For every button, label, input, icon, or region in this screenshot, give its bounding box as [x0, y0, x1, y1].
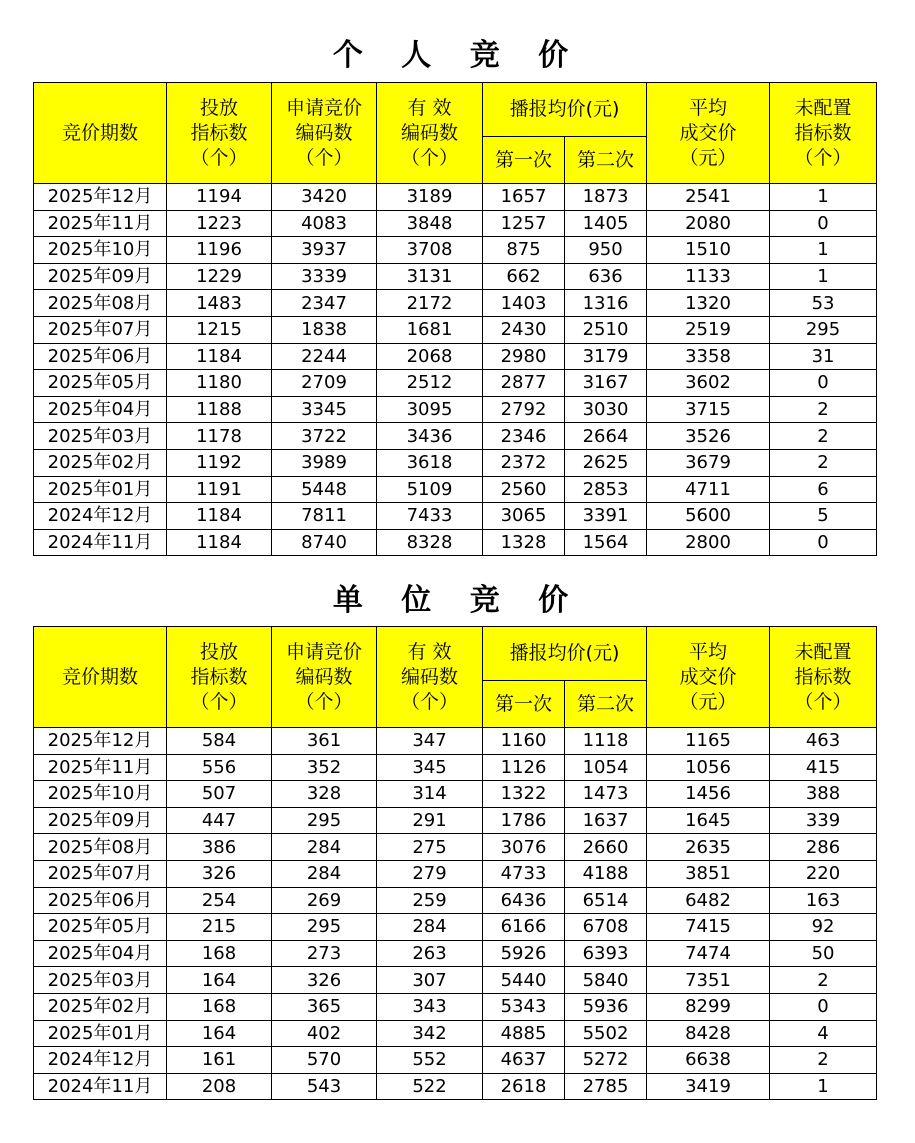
cell-first-price: 1786 — [483, 807, 565, 834]
cell-avg-price: 8299 — [647, 993, 770, 1020]
cell-unallocated: 339 — [770, 807, 877, 834]
header-unallocated: 未配置 指标数 （个） — [770, 83, 877, 184]
cell-second-price: 2785 — [565, 1073, 647, 1100]
table-row — [34, 728, 877, 755]
table-row — [34, 184, 877, 211]
table-row — [34, 834, 877, 861]
cell-quota: 326 — [167, 860, 272, 887]
cell-first-price: 2560 — [483, 476, 565, 503]
table-row — [34, 940, 877, 967]
cell-valid: 7433 — [377, 503, 483, 530]
cell-avg-price: 2541 — [647, 184, 770, 211]
cell-period: 2025年06月 — [34, 887, 167, 914]
cell-applied: 7811 — [272, 503, 377, 530]
cell-quota: 168 — [167, 940, 272, 967]
cell-quota: 208 — [167, 1073, 272, 1100]
cell-quota: 164 — [167, 1020, 272, 1047]
cell-second-price: 5936 — [565, 993, 647, 1020]
cell-second-price: 2664 — [565, 423, 647, 450]
cell-valid: 1681 — [377, 316, 483, 343]
cell-quota: 1184 — [167, 343, 272, 370]
cell-first-price: 2346 — [483, 423, 565, 450]
cell-period: 2025年04月 — [34, 396, 167, 423]
cell-first-price: 2618 — [483, 1073, 565, 1100]
cell-applied: 3339 — [272, 263, 377, 290]
cell-quota: 254 — [167, 887, 272, 914]
cell-first-price: 1257 — [483, 210, 565, 237]
cell-valid: 522 — [377, 1073, 483, 1100]
cell-unallocated: 2 — [770, 967, 877, 994]
cell-valid: 3095 — [377, 396, 483, 423]
cell-applied: 5448 — [272, 476, 377, 503]
cell-applied: 284 — [272, 860, 377, 887]
header-period: 竞价期数 — [34, 83, 167, 184]
cell-avg-price: 6482 — [647, 887, 770, 914]
cell-applied: 402 — [272, 1020, 377, 1047]
cell-first-price: 3076 — [483, 834, 565, 861]
cell-first-price: 1657 — [483, 184, 565, 211]
cell-valid: 275 — [377, 834, 483, 861]
cell-first-price: 662 — [483, 263, 565, 290]
cell-avg-price: 1456 — [647, 781, 770, 808]
cell-valid: 314 — [377, 781, 483, 808]
cell-avg-price: 7415 — [647, 914, 770, 941]
cell-first-price: 5343 — [483, 993, 565, 1020]
cell-first-price: 4733 — [483, 860, 565, 887]
cell-quota: 1184 — [167, 529, 272, 556]
cell-unallocated: 163 — [770, 887, 877, 914]
cell-period: 2025年10月 — [34, 781, 167, 808]
cell-valid: 3618 — [377, 449, 483, 476]
individual-table-body — [34, 184, 877, 556]
cell-period: 2025年09月 — [34, 807, 167, 834]
table-row — [34, 449, 877, 476]
header-period: 竞价期数 — [34, 627, 167, 728]
cell-valid: 3848 — [377, 210, 483, 237]
header-unallocated: 未配置 指标数 （个） — [770, 627, 877, 728]
cell-first-price: 4885 — [483, 1020, 565, 1047]
cell-applied: 273 — [272, 940, 377, 967]
table-row — [34, 807, 877, 834]
header-valid: 有 效 编码数 （个） — [377, 83, 483, 184]
cell-period: 2025年07月 — [34, 316, 167, 343]
cell-avg-price: 1645 — [647, 807, 770, 834]
table-row — [34, 993, 877, 1020]
cell-period: 2025年07月 — [34, 860, 167, 887]
table-row — [34, 967, 877, 994]
cell-valid: 291 — [377, 807, 483, 834]
cell-first-price: 1322 — [483, 781, 565, 808]
cell-applied: 570 — [272, 1047, 377, 1074]
cell-valid: 343 — [377, 993, 483, 1020]
cell-valid: 3131 — [377, 263, 483, 290]
individual-bidding-title: 个 人 竞 价 — [332, 38, 583, 73]
cell-period: 2024年11月 — [34, 1073, 167, 1100]
cell-second-price: 6708 — [565, 914, 647, 941]
cell-unallocated: 1 — [770, 263, 877, 290]
cell-quota: 447 — [167, 807, 272, 834]
cell-avg-price: 3419 — [647, 1073, 770, 1100]
cell-valid: 259 — [377, 887, 483, 914]
table-row — [34, 290, 877, 317]
table-row — [34, 396, 877, 423]
cell-first-price: 1403 — [483, 290, 565, 317]
table-row — [34, 529, 877, 556]
cell-quota: 1229 — [167, 263, 272, 290]
cell-applied: 326 — [272, 967, 377, 994]
cell-first-price: 2980 — [483, 343, 565, 370]
cell-applied: 543 — [272, 1073, 377, 1100]
table-row — [34, 860, 877, 887]
cell-first-price: 3065 — [483, 503, 565, 530]
cell-avg-price: 1320 — [647, 290, 770, 317]
cell-first-price: 5926 — [483, 940, 565, 967]
cell-period: 2024年12月 — [34, 503, 167, 530]
cell-quota: 215 — [167, 914, 272, 941]
cell-valid: 347 — [377, 728, 483, 755]
cell-applied: 365 — [272, 993, 377, 1020]
company-table-body — [34, 728, 877, 1100]
table-row — [34, 370, 877, 397]
cell-unallocated: 4 — [770, 1020, 877, 1047]
cell-avg-price: 3715 — [647, 396, 770, 423]
cell-period: 2025年04月 — [34, 940, 167, 967]
cell-avg-price: 3602 — [647, 370, 770, 397]
cell-quota: 1196 — [167, 237, 272, 264]
cell-period: 2025年03月 — [34, 423, 167, 450]
cell-avg-price: 7351 — [647, 967, 770, 994]
cell-first-price: 1126 — [483, 754, 565, 781]
table-row — [34, 263, 877, 290]
cell-second-price: 2510 — [565, 316, 647, 343]
cell-period: 2025年03月 — [34, 967, 167, 994]
cell-avg-price: 1165 — [647, 728, 770, 755]
cell-avg-price: 3851 — [647, 860, 770, 887]
cell-period: 2025年08月 — [34, 290, 167, 317]
cell-unallocated: 31 — [770, 343, 877, 370]
cell-second-price: 3030 — [565, 396, 647, 423]
cell-period: 2024年12月 — [34, 1047, 167, 1074]
cell-unallocated: 2 — [770, 449, 877, 476]
table-row — [34, 1047, 877, 1074]
cell-unallocated: 2 — [770, 423, 877, 450]
cell-first-price: 1160 — [483, 728, 565, 755]
cell-period: 2025年09月 — [34, 263, 167, 290]
cell-unallocated: 2 — [770, 1047, 877, 1074]
table-row — [34, 423, 877, 450]
cell-unallocated: 0 — [770, 993, 877, 1020]
cell-valid: 3436 — [377, 423, 483, 450]
cell-quota: 161 — [167, 1047, 272, 1074]
cell-unallocated: 388 — [770, 781, 877, 808]
cell-valid: 5109 — [377, 476, 483, 503]
header-quota: 投放 指标数 （个） — [167, 83, 272, 184]
cell-unallocated: 295 — [770, 316, 877, 343]
cell-applied: 352 — [272, 754, 377, 781]
table-row — [34, 343, 877, 370]
cell-valid: 552 — [377, 1047, 483, 1074]
cell-avg-price: 3358 — [647, 343, 770, 370]
cell-quota: 1223 — [167, 210, 272, 237]
cell-second-price: 3167 — [565, 370, 647, 397]
cell-applied: 2347 — [272, 290, 377, 317]
cell-valid: 3189 — [377, 184, 483, 211]
cell-period: 2025年01月 — [34, 476, 167, 503]
cell-applied: 284 — [272, 834, 377, 861]
cell-quota: 386 — [167, 834, 272, 861]
cell-applied: 4083 — [272, 210, 377, 237]
cell-avg-price: 1056 — [647, 754, 770, 781]
cell-applied: 3420 — [272, 184, 377, 211]
cell-second-price: 3179 — [565, 343, 647, 370]
cell-applied: 295 — [272, 914, 377, 941]
header-valid: 有 效 编码数 （个） — [377, 627, 483, 728]
cell-quota: 1180 — [167, 370, 272, 397]
cell-second-price: 1054 — [565, 754, 647, 781]
cell-avg-price: 2519 — [647, 316, 770, 343]
cell-valid: 279 — [377, 860, 483, 887]
cell-unallocated: 0 — [770, 529, 877, 556]
table-row — [34, 1073, 877, 1100]
cell-second-price: 1637 — [565, 807, 647, 834]
cell-first-price: 6436 — [483, 887, 565, 914]
cell-applied: 3989 — [272, 449, 377, 476]
cell-quota: 1188 — [167, 396, 272, 423]
cell-unallocated: 1 — [770, 237, 877, 264]
cell-applied: 295 — [272, 807, 377, 834]
cell-second-price: 6514 — [565, 887, 647, 914]
cell-unallocated: 6 — [770, 476, 877, 503]
table-row — [34, 781, 877, 808]
header-first: 第一次 — [483, 137, 565, 184]
cell-second-price: 6393 — [565, 940, 647, 967]
cell-valid: 3708 — [377, 237, 483, 264]
cell-second-price: 4188 — [565, 860, 647, 887]
cell-valid: 263 — [377, 940, 483, 967]
cell-quota: 507 — [167, 781, 272, 808]
cell-second-price: 5502 — [565, 1020, 647, 1047]
cell-avg-price: 7474 — [647, 940, 770, 967]
header-second: 第二次 — [565, 137, 647, 184]
cell-valid: 284 — [377, 914, 483, 941]
cell-period: 2025年12月 — [34, 728, 167, 755]
header-quota: 投放 指标数 （个） — [167, 627, 272, 728]
header-first: 第一次 — [483, 681, 565, 728]
cell-period: 2025年05月 — [34, 914, 167, 941]
cell-unallocated: 50 — [770, 940, 877, 967]
cell-avg-price: 4711 — [647, 476, 770, 503]
cell-valid: 8328 — [377, 529, 483, 556]
company-bidding-table — [33, 626, 877, 1100]
cell-first-price: 2430 — [483, 316, 565, 343]
cell-second-price: 1564 — [565, 529, 647, 556]
cell-period: 2025年06月 — [34, 343, 167, 370]
cell-quota: 1483 — [167, 290, 272, 317]
cell-unallocated: 0 — [770, 370, 877, 397]
cell-avg-price: 1510 — [647, 237, 770, 264]
cell-valid: 2512 — [377, 370, 483, 397]
cell-period: 2025年01月 — [34, 1020, 167, 1047]
cell-unallocated: 1 — [770, 1073, 877, 1100]
cell-period: 2025年11月 — [34, 210, 167, 237]
table-row — [34, 1020, 877, 1047]
cell-quota: 556 — [167, 754, 272, 781]
cell-avg-price: 2800 — [647, 529, 770, 556]
cell-period: 2025年11月 — [34, 754, 167, 781]
cell-applied: 3722 — [272, 423, 377, 450]
cell-period: 2025年05月 — [34, 370, 167, 397]
cell-unallocated: 220 — [770, 860, 877, 887]
header-applied: 申请竞价 编码数 （个） — [272, 83, 377, 184]
cell-first-price: 1328 — [483, 529, 565, 556]
cell-quota: 1215 — [167, 316, 272, 343]
cell-second-price: 1473 — [565, 781, 647, 808]
cell-quota: 1184 — [167, 503, 272, 530]
cell-second-price: 1405 — [565, 210, 647, 237]
individual-bidding-table — [33, 82, 877, 556]
cell-valid: 2172 — [377, 290, 483, 317]
cell-second-price: 5840 — [565, 967, 647, 994]
cell-period: 2024年11月 — [34, 529, 167, 556]
cell-unallocated: 53 — [770, 290, 877, 317]
table-row — [34, 887, 877, 914]
cell-first-price: 6166 — [483, 914, 565, 941]
header-second: 第二次 — [565, 681, 647, 728]
cell-period: 2025年02月 — [34, 449, 167, 476]
cell-second-price: 2660 — [565, 834, 647, 861]
table-row — [34, 210, 877, 237]
cell-unallocated: 415 — [770, 754, 877, 781]
cell-applied: 361 — [272, 728, 377, 755]
cell-first-price: 875 — [483, 237, 565, 264]
cell-quota: 1192 — [167, 449, 272, 476]
header-avg-price: 平均 成交价 （元） — [647, 83, 770, 184]
cell-unallocated: 463 — [770, 728, 877, 755]
cell-first-price: 2792 — [483, 396, 565, 423]
cell-first-price: 4637 — [483, 1047, 565, 1074]
cell-avg-price: 1133 — [647, 263, 770, 290]
header-avg-price: 平均 成交价 （元） — [647, 627, 770, 728]
cell-quota: 1191 — [167, 476, 272, 503]
cell-applied: 3345 — [272, 396, 377, 423]
cell-applied: 328 — [272, 781, 377, 808]
cell-avg-price: 2635 — [647, 834, 770, 861]
cell-valid: 307 — [377, 967, 483, 994]
cell-applied: 8740 — [272, 529, 377, 556]
cell-avg-price: 6638 — [647, 1047, 770, 1074]
cell-unallocated: 2 — [770, 396, 877, 423]
cell-unallocated: 5 — [770, 503, 877, 530]
cell-unallocated: 0 — [770, 210, 877, 237]
cell-quota: 584 — [167, 728, 272, 755]
company-bidding-title: 单 位 竞 价 — [332, 583, 583, 618]
table-row — [34, 914, 877, 941]
cell-second-price: 1316 — [565, 290, 647, 317]
cell-applied: 3937 — [272, 237, 377, 264]
header-applied: 申请竞价 编码数 （个） — [272, 627, 377, 728]
table-row — [34, 316, 877, 343]
cell-unallocated: 286 — [770, 834, 877, 861]
cell-applied: 269 — [272, 887, 377, 914]
cell-quota: 1178 — [167, 423, 272, 450]
cell-avg-price: 2080 — [647, 210, 770, 237]
cell-second-price: 2853 — [565, 476, 647, 503]
cell-period: 2025年10月 — [34, 237, 167, 264]
cell-applied: 1838 — [272, 316, 377, 343]
cell-unallocated: 92 — [770, 914, 877, 941]
cell-first-price: 5440 — [483, 967, 565, 994]
cell-period: 2025年12月 — [34, 184, 167, 211]
cell-second-price: 5272 — [565, 1047, 647, 1074]
cell-valid: 2068 — [377, 343, 483, 370]
cell-valid: 342 — [377, 1020, 483, 1047]
header-announced-price: 播报均价(元) — [483, 627, 647, 681]
cell-first-price: 2877 — [483, 370, 565, 397]
cell-period: 2025年02月 — [34, 993, 167, 1020]
cell-applied: 2709 — [272, 370, 377, 397]
cell-second-price: 1118 — [565, 728, 647, 755]
cell-second-price: 2625 — [565, 449, 647, 476]
cell-applied: 2244 — [272, 343, 377, 370]
cell-second-price: 1873 — [565, 184, 647, 211]
header-announced-price: 播报均价(元) — [483, 83, 647, 137]
cell-avg-price: 3526 — [647, 423, 770, 450]
cell-period: 2025年08月 — [34, 834, 167, 861]
cell-avg-price: 3679 — [647, 449, 770, 476]
cell-second-price: 950 — [565, 237, 647, 264]
table-row — [34, 754, 877, 781]
cell-quota: 168 — [167, 993, 272, 1020]
cell-unallocated: 1 — [770, 184, 877, 211]
cell-second-price: 3391 — [565, 503, 647, 530]
cell-avg-price: 8428 — [647, 1020, 770, 1047]
cell-second-price: 636 — [565, 263, 647, 290]
cell-quota: 1194 — [167, 184, 272, 211]
cell-quota: 164 — [167, 967, 272, 994]
table-row — [34, 503, 877, 530]
cell-valid: 345 — [377, 754, 483, 781]
table-row — [34, 237, 877, 264]
cell-first-price: 2372 — [483, 449, 565, 476]
table-row — [34, 476, 877, 503]
cell-avg-price: 5600 — [647, 503, 770, 530]
